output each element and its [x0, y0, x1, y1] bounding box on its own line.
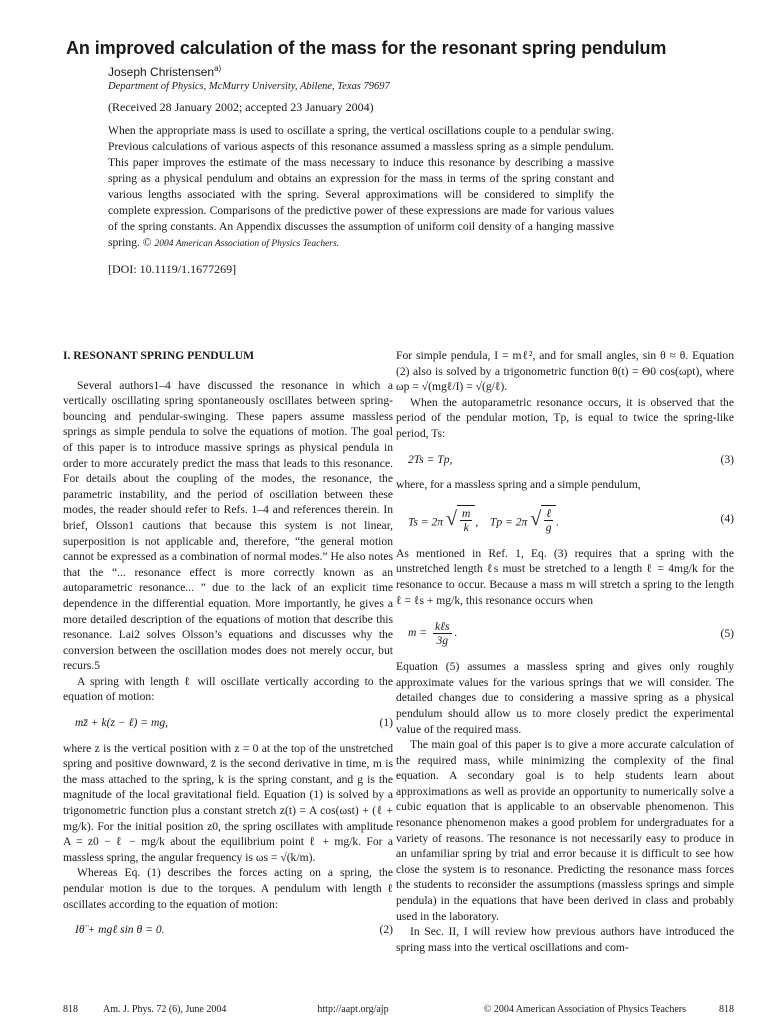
author-affiliation: Department of Physics, McMurry University, Abilene, Texas 79697	[108, 81, 390, 92]
doi: [DOI: 10.1119/1.1677269]	[108, 262, 237, 276]
copyright-symbol: ©	[142, 236, 152, 249]
abstract	[108, 123, 614, 252]
paragraph-spring: A spring with length ℓ will oscillate vertically according to the equation of motion:	[63, 674, 393, 704]
paragraph-resonance: When the autoparametric resonance occurs, it is observed that the period of the pendular motion, Tp, is equal to twice the spring-like period, Ts:	[396, 395, 734, 440]
left-column	[63, 348, 393, 948]
paragraph-stretch: As mentioned in Ref. 1, Eq. (3) requires that a spring with the unstretched length ℓs must be stretched to a length ℓ = 4mg/k for the resonance to occur. Because a mass m will stretch a spring to the length ℓ = ℓs + mg/k, this resonance occurs when	[396, 546, 734, 607]
page-footer	[63, 1004, 734, 1015]
equation-1-number: (1)	[379, 716, 393, 730]
footer-copyright: © 2004 American Association of Physics Teachers	[483, 1004, 686, 1015]
author-text: Joseph Christensen	[108, 65, 215, 79]
paragraph-pendular: Whereas Eq. (1) describes the forces acting on a spring, the pendular motion is due to the torques. A pendulum with length ℓ oscillates according to the equation of motion:	[63, 866, 393, 911]
paragraph-intro: Several authors1–4 have discussed the resonance in which a vertically oscillating spring spontaneously oscillates between spring-bouncing and pendular-swinging. These papers assume massless springs as simple pendula to solve the equations of motion. The goal of this paper is to introduce massive springs as physical pendula in order to more accurately predict the mass that leads to this resonance. For details about the coupling of the modes, the resonance, the parametric instability, and the period of oscillation between these modes, the reader should refer to Refs. 1–4 and references therein. In brief, Olsson1 cautions that because this system is not linear, superposition is not applicable and, therefore, “the general motion cannot be expressed as a combination of normal modes.” He also notes that the “... resonance effect is more correctly known as an autoparametric resonance... ” due to the lack of an explicit time dependence in the differential equation. More importantly, he gives a more detailed description of the equations of motion that describe this resonance. Lai2 solves Olsson’s equations and discusses why the conversion between the oscillation modes does not merely occur, but recurs.5	[63, 378, 393, 673]
equation-3	[396, 452, 734, 468]
footer-page-left: 818	[63, 1004, 78, 1015]
abstract-copyright: 2004 American Association of Physics Teachers.	[154, 239, 340, 249]
eq4-ts-root: √ $\frac{m}{k}$	[446, 505, 475, 534]
paragraph-variables: where z is the vertical position with z = 0 at the top of the unstretched spring and positive downward, z̈ is the second derivative in time, m is the mass attached to the spring, k is the spring constant, and g is the magnitude of the local gravitational field. Equation (1) is solved by a trigonometric function plus a constant stretch z(t) = A cos(ωst) + (ℓ + mg/k). For the initial position z0, the spring oscillates with amplitude A = z0 − ℓ − mg/k about the equilibrium point ℓ + mg/k. For a massless spring, the angular frequency is ωs = √(k/m).	[63, 741, 393, 864]
equation-4-number: (4)	[720, 512, 734, 526]
received-dates: (Received 28 January 2002; accepted 23 January 2004)	[108, 100, 374, 114]
equation-4	[396, 505, 734, 534]
eq5-lhs: m =	[408, 626, 428, 640]
equation-5	[396, 620, 734, 647]
footer-page-right: 818	[719, 1004, 734, 1015]
paragraph-simple-pendula: For simple pendula, I = mℓ², and for small angles, sin θ ≈ θ. Equation (2) also is solved by a trigonometric function θ(t) = Θ0 cos(ωpt), where ωp = √(mgℓ/I) = √(g/ℓ).	[396, 349, 734, 394]
author-name	[108, 64, 221, 79]
eq4-tp-root: √ $\frac{\text{ℓ}}{g}$	[530, 505, 556, 534]
equation-2	[63, 922, 393, 938]
equation-1	[63, 715, 393, 731]
paper-title: An improved calculation of the mass for the resonant spring pendulum	[66, 38, 667, 58]
paragraph-goal: The main goal of this paper is to give a more accurate calculation of the required mass, while minimizing the complexity of the final equation. A secondary goal is to help students learn about approximations as well as provide an opportunity to numerically solve a cubic equation that is applicable to an observable phenomenon. This resonance phenomenon makes a good problem for undergraduates for a variety of reasons. The resonance is not necessarily easy to produce in an unfamiliar spring by trial and error because it is difficult to see how close the system is to resonance. Predicting the resonance mass forces the students to reconsider the assumptions (massless springs and simple pendula) in the equations that have been derived in class and probably used in the laboratory.	[396, 738, 734, 923]
eq4-tp-lhs: Tp = 2π	[489, 515, 528, 529]
author-footnote-mark: a)	[214, 64, 222, 73]
equation-3-number: (3)	[720, 452, 734, 466]
equation-2-expr: Iθ̈ + mgℓ sin θ = 0.	[75, 923, 165, 937]
equation-2-number: (2)	[379, 923, 393, 937]
eq5-fraction: $\frac{\text{kℓs}}{3g}$	[435, 620, 450, 648]
abstract-text: When the appropriate mass is used to oscillate a spring, the vertical oscillations couple to a pendular swing. Previous calculations of various aspects of this resonance assumed a massless spring as a simple pendulum. This paper improves the estimate of the mass necessary to induce this resonance by describing a massive spring as a physical pendulum and obtains an expression for the mass in terms of the spring constant and various lengths associated with the spring. Several approximations will be considered to simplify the complete expression. Comparisons of the predictive power of these expressions are made for various values of the spring constants. An Appendix discusses the assumption of uniform coil density of a hanging massive spring.	[108, 124, 614, 249]
equation-1-expr: mz̈ + k(z − ℓ) = mg,	[75, 716, 169, 730]
paragraph-massless: Equation (5) assumes a massless spring and gives only roughly approximate values for the various springs that we will consider. The detailed changes due to considering a massive spring as a physical pendulum should allow us to more closely predict the experimental value of the required mass.	[396, 660, 734, 736]
footer-url-link[interactable]: http://aapt.org/ajp	[317, 1004, 389, 1015]
eq4-ts-lhs: Ts = 2π	[408, 515, 444, 529]
equation-5-expr: m = $\frac{\text{kℓs}}{3g}$ .	[408, 620, 458, 648]
equation-3-expr: 2Ts = Tp,	[408, 452, 453, 466]
equation-4-expr: Ts = 2π √ $\frac{m}{k}$ , Tp = 2π √ $\frac{\text{ℓ}}{g}$ .	[408, 506, 560, 534]
section-heading: I. RESONANT SPRING PENDULUM	[63, 349, 255, 362]
footer-journal: Am. J. Phys. 72 (6), June 2004	[103, 1004, 227, 1015]
paragraph-where: where, for a massless spring and a simple pendulum,	[396, 478, 641, 492]
paragraph-section-ii: In Sec. II, I will review how previous authors have introduced the spring mass into the vertical oscillations and com-	[396, 925, 734, 954]
right-column	[396, 348, 734, 955]
equation-5-number: (5)	[720, 626, 734, 640]
